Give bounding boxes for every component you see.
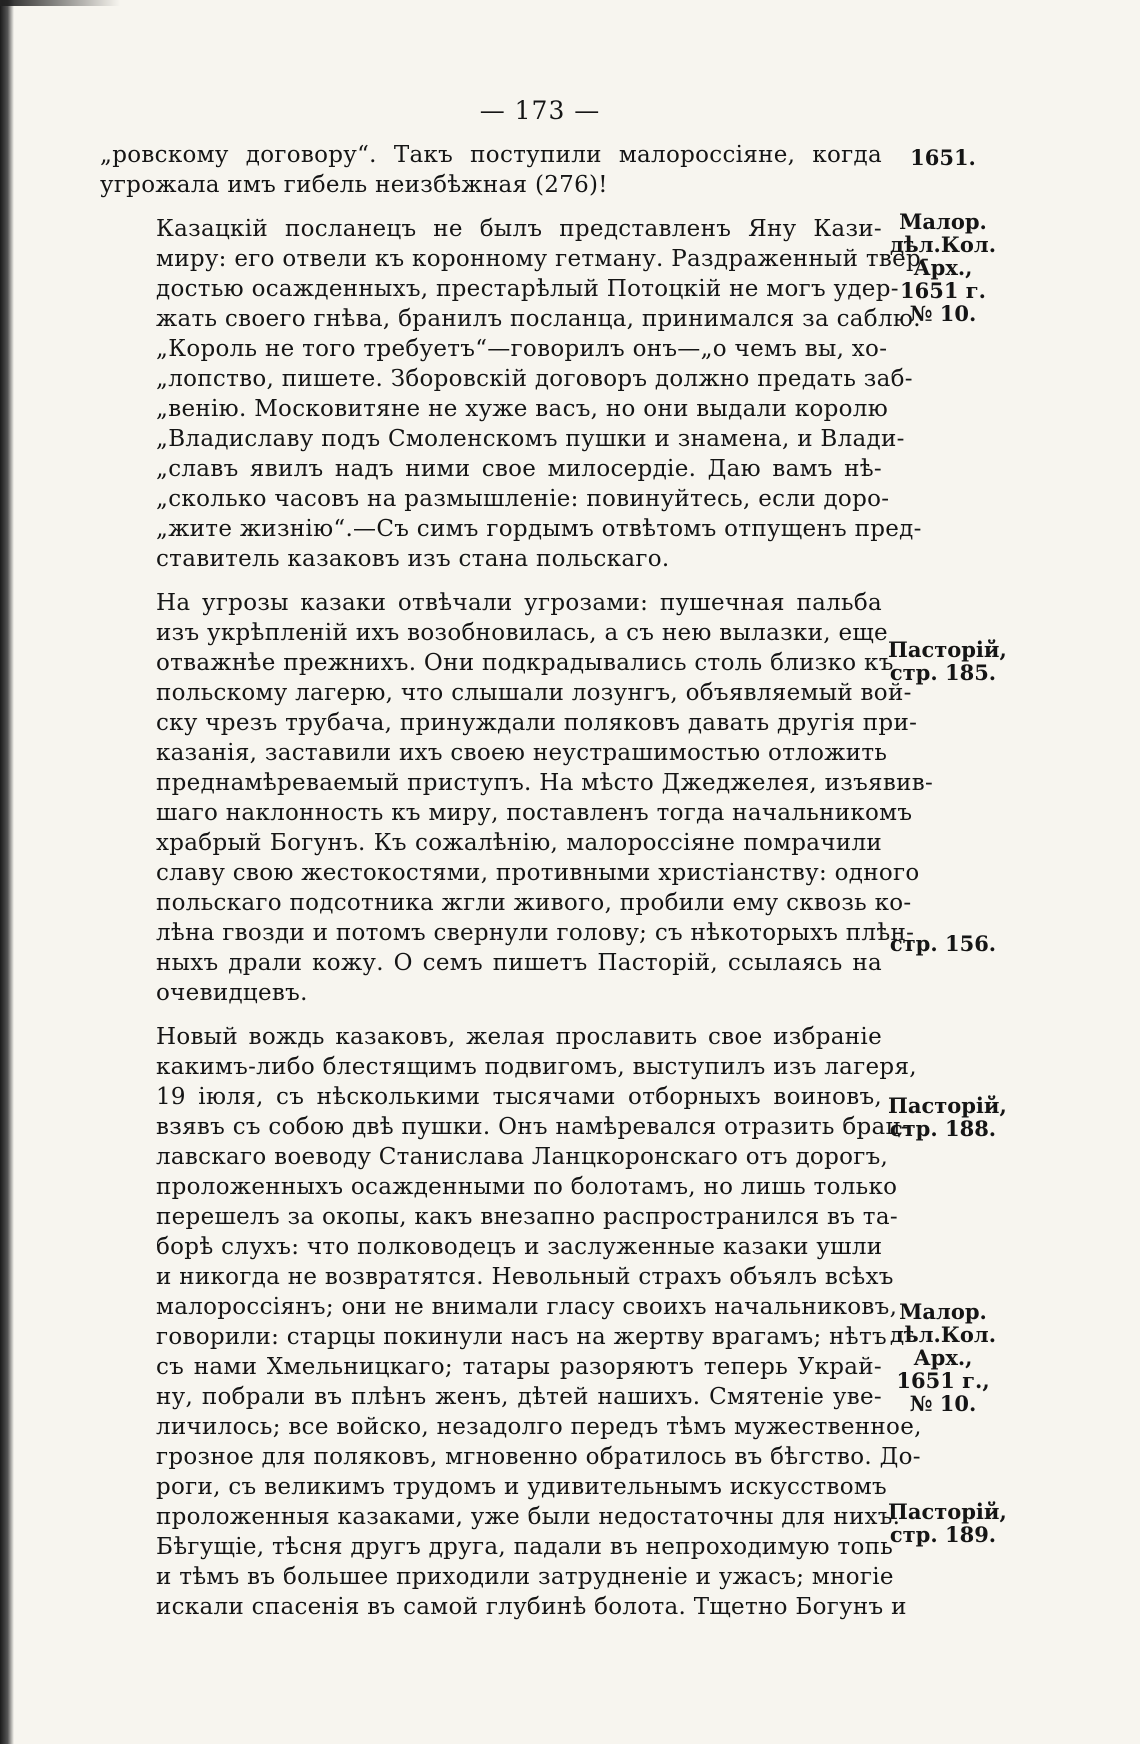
text-line: перешелъ за окопы, какъ внезапно распространился въ та- — [156, 1204, 898, 1230]
text-line: проложенныя казаками, уже были недостаточны для нихъ. — [156, 1504, 901, 1530]
margin-note-line: Пасторій, — [888, 1499, 1007, 1524]
text-line: грозное для поляковъ, мгновенно обратилось въ бѣгство. До- — [156, 1444, 921, 1470]
text-line: польскому лагерю, что слышали лозунгъ, объявляемый вой- — [156, 680, 912, 706]
text-line: Казацкій посланецъ не былъ представленъ Яну Кази- — [156, 216, 882, 242]
margin-note-line: стр. 188. — [889, 1116, 997, 1141]
text-line: угрожала имъ гибель неизбѣжная (276)! — [100, 172, 608, 198]
text-line: „Владиславу подъ Смоленскомъ пушки и знамена, и Влади- — [156, 426, 905, 452]
paragraph — [100, 140, 882, 200]
text-line: проложенныхъ осажденными по болотамъ, но лишь только — [156, 1174, 898, 1200]
text-line: и никогда не возвратятся. Невольный страхъ объялъ всѣхъ — [156, 1264, 894, 1290]
margin-note-line: 1651. — [910, 145, 976, 170]
margin-note-line: № 10. — [909, 1391, 977, 1416]
text-line: взявъ съ собою двѣ пушки. Онъ намѣревался отразить брац- — [156, 1114, 909, 1140]
text-line: преднамѣреваемый приступъ. На мѣсто Джеджелея, изъявив- — [156, 770, 934, 796]
text-line: „венію. Московитяне не хуже васъ, но они выдали королю — [156, 396, 889, 422]
text-line: Бѣгущіе, тѣсня другъ друга, падали въ непроходимую топь — [156, 1534, 894, 1560]
margin-note-year — [888, 146, 998, 169]
paragraph — [100, 1022, 922, 1622]
text-line: ску чрезъ трубача, принуждали поляковъ давать другія при- — [156, 710, 918, 736]
text-line: На угрозы казаки отвѣчали угрозами: пушечная пальба — [156, 590, 882, 616]
text-line: Новый вождь казаковъ, желая прославить свое избраніе — [156, 1024, 882, 1050]
text-line: и тѣмъ въ большее приходили затрудненіе и ужасъ; многіе — [156, 1564, 894, 1590]
text-line: достью осажденныхъ, престарѣлый Потоцкій не могъ удер- — [156, 276, 899, 302]
text-line: лѣна гвозди и потомъ свернули голову; съ нѣкоторыхъ плѣн- — [156, 920, 915, 946]
margin-note-source — [888, 210, 998, 325]
text-line: шаго наклонность къ миру, поставленъ тогда начальникомъ — [156, 800, 913, 826]
margin-note-line: Пасторій, — [888, 637, 1007, 662]
text-line: отважнѣе прежнихъ. Они подкрадывались столь близко къ — [156, 650, 894, 676]
main-text — [100, 140, 934, 1622]
margin-note-line: 1651 г., — [896, 1368, 990, 1393]
margin-note-source — [888, 1499, 1007, 1547]
text-line: жать своего гнѣва, бранилъ посланца, принимался за саблю. — [156, 306, 921, 332]
margin-note-line: 1651 г. — [900, 278, 986, 303]
text-line: лавскаго воеводу Станислава Ланцкоронскаго отъ дорогъ, — [156, 1144, 889, 1170]
text-line: храбрый Богунъ. Къ сожалѣнію, малороссіяне помрачили — [156, 830, 882, 856]
text-line: „сколько часовъ на размышленіе: повинуйтесь, если доро- — [156, 486, 890, 512]
text-line: ныхъ драли кожу. О семъ пишетъ Пасторій, ссылаясь на — [156, 950, 882, 976]
text-line: „ровскому договору“. Такъ поступили малороссіяне, когда — [100, 142, 882, 168]
text-line: „Король не того требуетъ“—говорилъ онъ—„о чемъ вы, хо- — [156, 336, 888, 362]
paragraph — [100, 214, 930, 574]
margin-note-line: стр. 189. — [889, 1522, 997, 1547]
text-line: говорили: старцы покинули насъ на жертву врагамъ; нѣтъ — [156, 1324, 887, 1350]
text-line: съ нами Хмельницкаго; татары разоряютъ теперь Украй- — [156, 1354, 882, 1380]
text-line: борѣ слухъ: что полководецъ и заслуженные казаки ушли — [156, 1234, 883, 1260]
margin-note-source — [888, 1093, 1007, 1141]
text-line: личилось; все войско, незадолго передъ тѣмъ мужественное, — [156, 1414, 922, 1440]
margin-note-line: дѣл.Кол. — [889, 1322, 997, 1347]
text-line: „лопство, пишете. Зборовскій договоръ должно предать заб- — [156, 366, 913, 392]
margin-note-source — [888, 1300, 998, 1415]
margin-note-source — [888, 932, 998, 955]
page-scan-edge-top — [0, 0, 120, 6]
text-line: очевидцевъ. — [156, 980, 308, 1006]
text-line: „жите жизнію“.—Съ симъ гордымъ отвѣтомъ отпущенъ пред- — [156, 516, 922, 542]
text-line: изъ укрѣпленій ихъ возобновилась, а съ нею вылазки, еще — [156, 620, 888, 646]
text-line: роги, съ великимъ трудомъ и удивительнымъ искусствомъ — [156, 1474, 887, 1500]
text-line: казанія, заставили ихъ своею неустрашимостью отложить — [156, 740, 888, 766]
text-line: малороссіянъ; они не внимали гласу своихъ начальниковъ, — [156, 1294, 898, 1320]
page-number: — 173 — — [479, 96, 601, 125]
margin-note-line: № 10. — [909, 301, 977, 326]
text-line: 19 іюля, съ нѣсколькими тысячами отборныхъ воиновъ, — [156, 1084, 882, 1110]
margin-note-line: Пасторій, — [888, 1093, 1007, 1118]
text-line: ставитель казаковъ изъ стана польскаго. — [156, 546, 670, 572]
text-line: польскаго подсотника жгли живого, пробили ему сквозь ко- — [156, 890, 912, 916]
text-line: „славъ явилъ надъ ними свое милосердіе. Даю вамъ нѣ- — [156, 456, 882, 482]
paragraph — [100, 588, 934, 1008]
margin-note-line: Арх., — [913, 1345, 973, 1370]
margin-note-line: Арх., — [913, 255, 973, 280]
text-line: ну, побрали въ плѣнъ женъ, дѣтей нашихъ. Смятеніе уве- — [156, 1384, 882, 1410]
margin-note-line: Малор. — [899, 1299, 987, 1324]
margin-note-source — [888, 637, 1007, 685]
text-line: какимъ-либо блестящимъ подвигомъ, выступилъ изъ лагеря, — [156, 1054, 917, 1080]
page-scan-edge — [0, 0, 14, 1744]
text-line: миру: его отвели къ коронному гетману. Раздраженный твер- — [156, 246, 930, 272]
text-line: славу свою жестокостями, противными христіанству: одного — [156, 860, 920, 886]
margin-note-line: Малор. — [899, 209, 987, 234]
margin-note-line: дѣл.Кол. — [889, 232, 997, 257]
margin-note-line: стр. 156. — [889, 931, 997, 956]
text-line: искали спасенія въ самой глубинѣ болота. Тщетно Богунъ и — [156, 1594, 907, 1620]
margin-note-line: стр. 185. — [889, 660, 997, 685]
